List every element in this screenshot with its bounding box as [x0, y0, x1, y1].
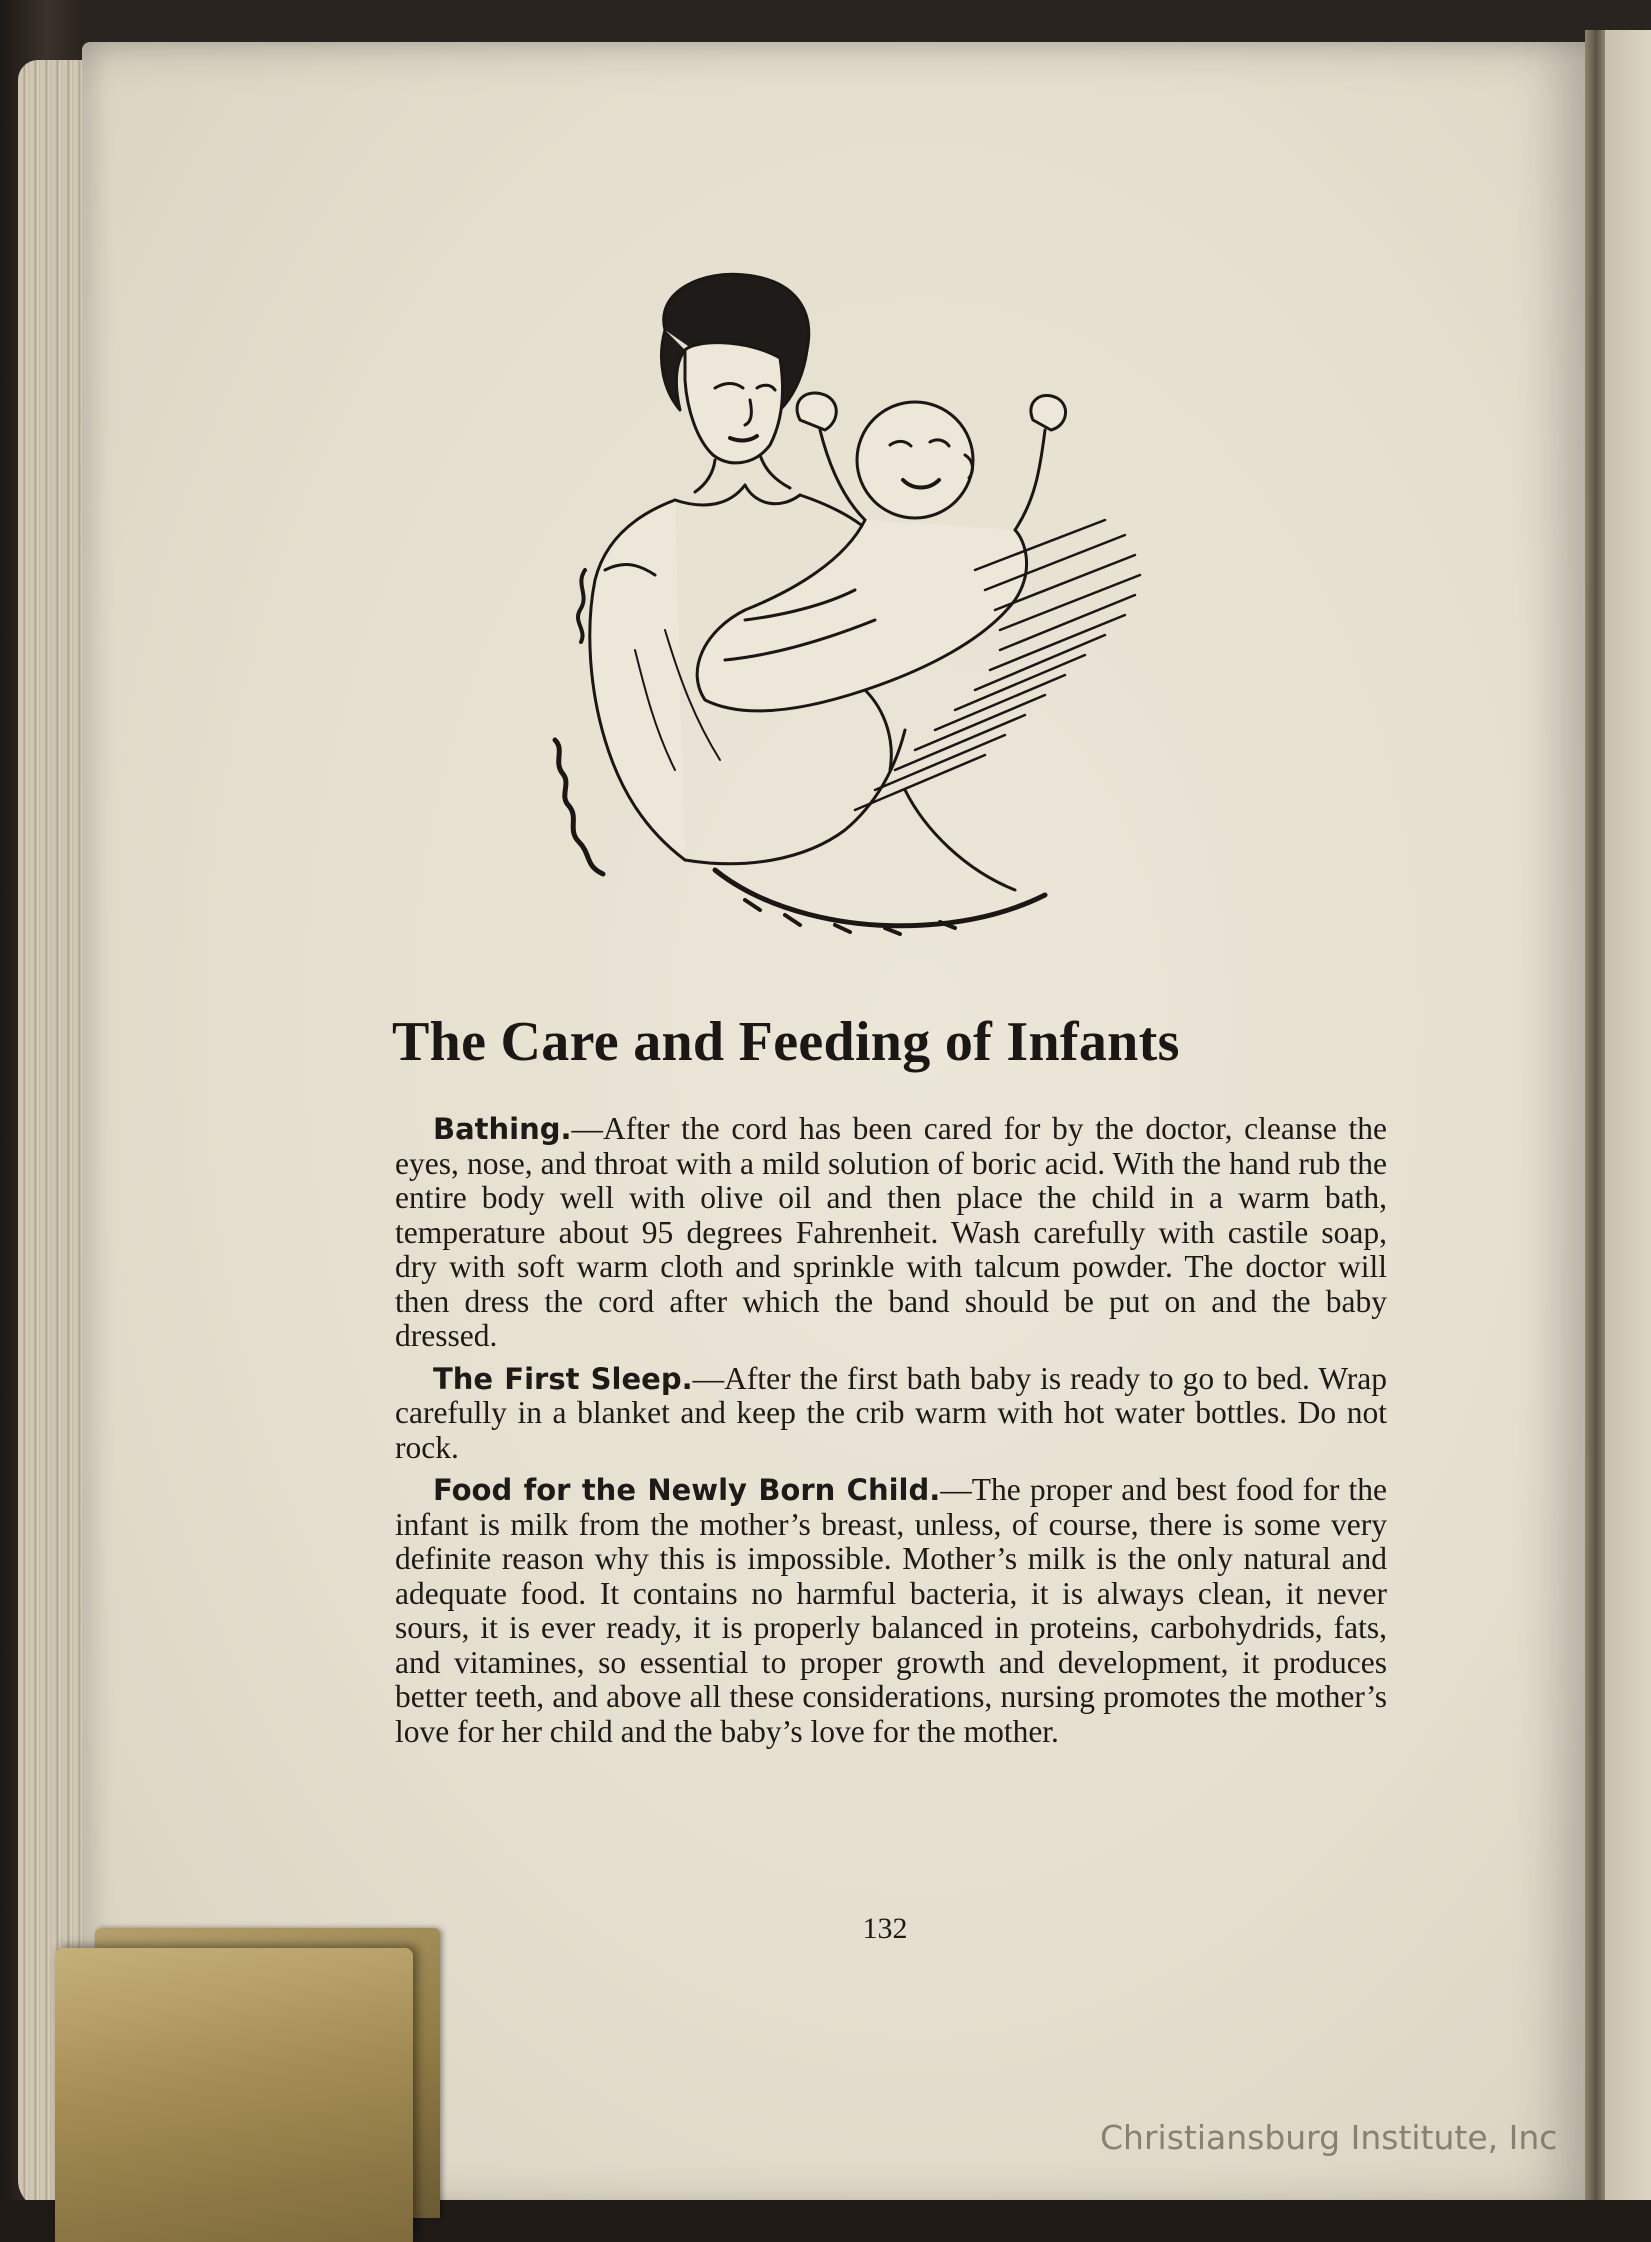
body-text [395, 1112, 1387, 1757]
section-first-sleep [395, 1362, 1387, 1466]
section-lead: Bathing. [433, 1112, 572, 1146]
watermark: Christiansburg Institute, Inc [1100, 2118, 1558, 2157]
section-text: —After the cord has been cared for by the doctor, cleanse the eyes, nose, and throat with a mild solution of boric acid. With the hand rub the entire body well with olive oil and then place the child in a warm bath, temperature about 95 degrees Fahrenheit. Wash carefully with castile soap, dry with soft warm cloth and sprinkle with talcum powder. The doctor will then dress the cord after which the band should be put on and the baby dressed. [395, 1111, 1387, 1353]
section-bathing [395, 1112, 1387, 1354]
book-gutter [1585, 30, 1607, 2220]
mother-holding-infant-illustration [545, 270, 1205, 950]
facing-page-edge [1605, 30, 1651, 2220]
section-food [395, 1473, 1387, 1749]
section-text: —After the first bath baby is ready to go to bed. Wrap carefully in a blanket and keep the crib warm with hot water bottles. Do not rock. [395, 1360, 1388, 1465]
section-lead: Food for the Newly Born Child. [433, 1473, 941, 1507]
bookmark-block-front [55, 1948, 413, 2242]
section-lead: The First Sleep. [433, 1361, 693, 1396]
page-title: The Care and Feeding of Infants [392, 1011, 1180, 1073]
page-number: 132 [862, 1912, 908, 1945]
section-text: —The proper and best food for the infant is milk from the mother’s breast, unless, of course, there is some very definite reason why this is impossible. Mother’s milk is the only natural and adequate food. It contains no harmful bacteria, it is always clean, it never sours, it is ever ready, it is properly balanced in proteins, carbohydrids, fats, and vitamines, so essential to proper growth and development, it produces better teeth, and above all these considerations, nursing promotes the mother’s love for her child and the baby’s love for the mother. [395, 1472, 1388, 1749]
